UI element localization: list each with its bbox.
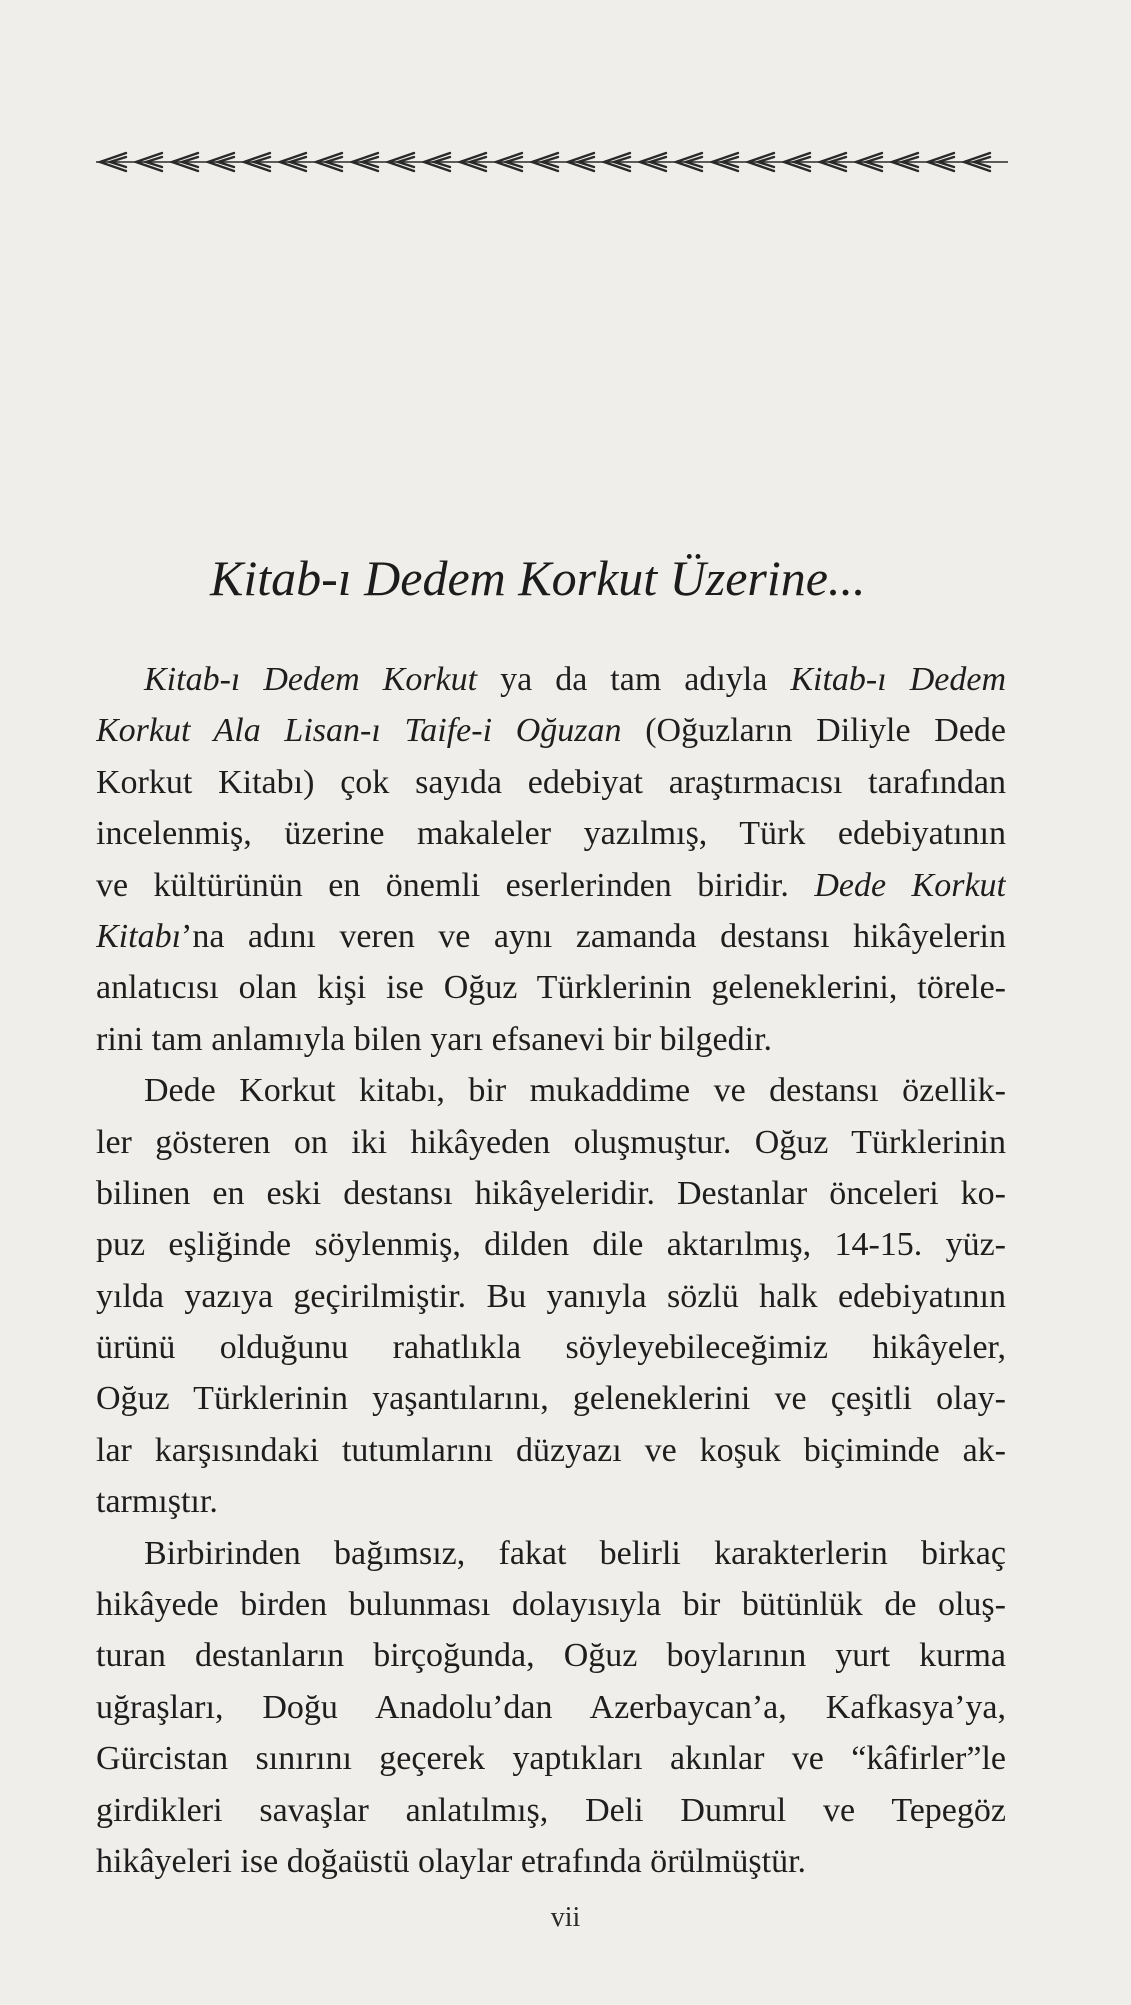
text-run: Korkut Kitabı) çok sayıda edebiyat araştırmacısı tarafından [96,763,1006,801]
text-line [96,705,1006,756]
text-line [96,1168,1006,1219]
text-run: hikâyeleri ise doğaüstü olaylar etrafında örülmüştür. [96,1842,807,1880]
text-line [96,808,1006,859]
text-line [96,860,1006,911]
text-line [96,1630,1006,1681]
page-number: vii [550,1902,581,1933]
italic-run: Dede Korkut [814,866,1006,904]
text-line [96,757,1006,808]
italic-run: Kitab-ı Dedem [790,661,1006,698]
text-line [96,1528,1006,1579]
text-run: ler gösteren on iki hikâyeden oluşmuştur. Oğuz Türklerinin [96,1123,1006,1161]
text-line [96,1219,1006,1270]
text-line [96,1322,1006,1373]
italic-run: Korkut Ala Lisan-ı Taife-i Oğuzan [96,712,622,750]
text-run: hikâyede birden bulunması dolayısıyla bir bütünlük de oluş- [96,1586,1006,1624]
text-run: incelenmiş, üzerine makaleler yazılmış, Türk edebiyatının [96,815,1006,853]
text-line [96,1682,1006,1733]
text-run: puz eşliğinde söylenmiş, dilden dile aktarılmış, 14-15. yüz- [96,1226,1006,1264]
text-run: yılda yazıya geçirilmiştir. Bu yanıyla sözlü halk edebiyatının [96,1277,1006,1315]
text-line [96,962,1006,1013]
text-run: Birbirinden bağımsız, fakat belirli karakterlerin birkaç [144,1534,1006,1572]
text-run: Gürcistan sınırını geçerek yaptıkları akınlar ve “kâfirler”le [96,1740,1006,1778]
text-run: (Oğuzların Diliyle Dede [621,712,1006,750]
text-line [96,1733,1006,1784]
text-run: ya da tam adıyla [477,661,791,698]
text-line [96,1271,1006,1322]
text-line [96,1785,1006,1836]
text-run: lar karşısındaki tutumlarını düzyazı ve koşuk biçiminde ak- [96,1431,1006,1469]
text-run: ve kültürünün en önemli eserlerinden biridir. [96,866,815,904]
text-line [96,654,1006,705]
text-run: anlatıcısı olan kişi ise Oğuz Türklerinin geleneklerini, törele- [96,969,1006,1007]
text-line [96,1014,1006,1065]
text-line [96,911,1006,962]
text-line [96,1373,1006,1424]
text-run: Dede Korkut kitabı, bir mukaddime ve destansı özellik- [144,1072,1006,1110]
italic-run: Kitabı [96,917,182,955]
text-run: ’na adını veren ve aynı zamanda destansı hikâyelerin [181,917,1006,955]
text-line [96,1476,1006,1527]
text-line [96,1836,1006,1887]
text-run: rini tam anlamıyla bilen yarı efsanevi bir bilgedir. [96,1020,773,1058]
text-line [96,1065,1006,1116]
text-run: ürünü olduğunu rahatlıkla söyleyebileceğimiz hikâyeler, [96,1329,1006,1367]
body-text [96,654,1006,1887]
text-run: tarmıştır. [96,1483,218,1521]
text-run: Oğuz Türklerinin yaşantılarını, geleneklerini ve çeşitli olay- [96,1380,1006,1418]
decorative-border-ornament [96,148,1008,178]
text-run: turan destanların birçoğunda, Oğuz boylarının yurt kurma [96,1637,1006,1675]
text-run: girdikleri savaşlar anlatılmış, Deli Dumrul ve Tepegöz [96,1791,1006,1829]
text-run: uğraşları, Doğu Anadolu’dan Azerbaycan’a, Kafkasya’ya, [96,1688,1006,1726]
text-run: bilinen en eski destansı hikâyeleridir. Destanlar önceleri ko- [96,1174,1006,1212]
page-title: Kitab-ı Dedem Korkut Üzerine... [210,550,866,606]
text-line [96,1425,1006,1476]
italic-run: Kitab-ı Dedem Korkut [144,661,478,698]
text-line [96,1579,1006,1630]
text-line [96,1117,1006,1168]
